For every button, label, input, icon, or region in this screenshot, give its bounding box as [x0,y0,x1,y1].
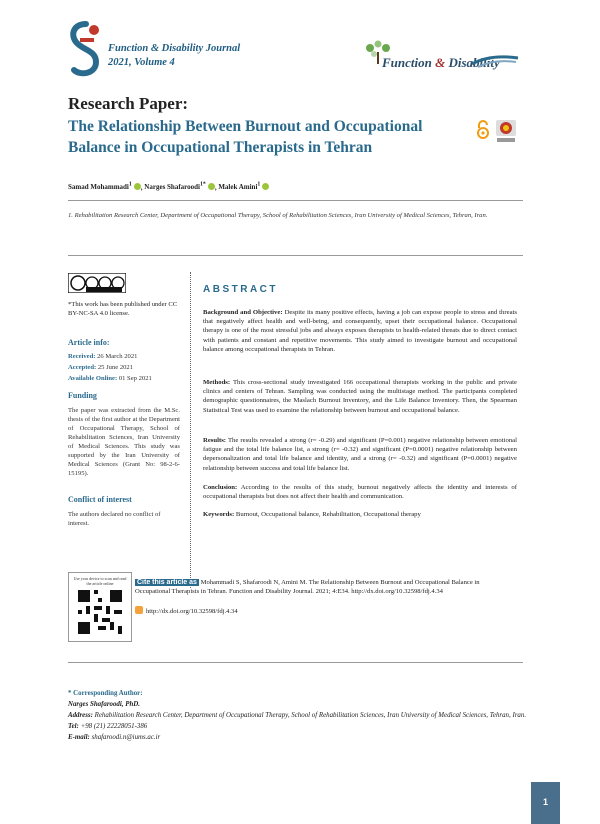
divider [68,255,523,256]
conflict-text: The authors declared no conflict of interest. [68,511,161,527]
abstract-results: Results: The results revealed a strong (r= -0.29) and significant (P=0.001) negative relationship between emotional fatigue and the total life balance list, a strong (r= -0.32) and significant (P=0.0001) negative relationship between depersonalization and total life balance and identity, and a strong (r= -0.32) and significant (P=0.0001) negative relationship between success and total life balance list. [203,437,517,472]
author-name[interactable]: Malek Amini$^1$ [218,182,261,192]
license-text: *This work has been published under CC BY-NC-SA 4.0 license. [68,301,178,317]
conflict-heading: Conflict of interest [68,495,132,504]
funding-heading: Funding [68,391,97,400]
author-list: Samad Mohammadi$^1$ , Narges Shafaroodi$^{1*}$ , Malek Amini$^1$ [68,182,269,191]
affiliation: 1. Rehabilitation Research Center, Department of Occupational Therapy, School of Rehabilitation Sciences, Iran University of Medical Sciences, Tehran, Iran. [68,212,488,219]
citation-label: Cite this article as [137,579,197,586]
open-access-icon [476,120,490,140]
abstract-methods: Methods: This cross-sectional study investigated 166 occupational therapists working in the public and private clinics and centers of Tehran. Sampling was conducted using the multistage method. The participants completed demographic questionnaires, the Maslach Burnout Inventory, and the Life Balance Inventory. Then, the Spearman Statistical Test was used to examine the relationship between burnout and occupational balance. [203,379,517,414]
journal-name: Function & Disability Journal 2021, Volume 4 [108,43,241,68]
corresponding-author: * Corresponding Author: Narges Shafaroodi, PhD. Address: Rehabilitation Research Center, Department of Occupational Therapy, School of Rehabilitation Sciences, Iran University of Medical Sciences, Tehran, Iran. Tel: +98 (21) 22228051-386 E-mail: shafaroodi.n@iums.ac.ir [68,690,527,741]
orcid-icon[interactable] [134,183,141,190]
column-divider [190,272,191,588]
doi-link[interactable]: http://dx.doi.org/10.32598/fdj.4.34 [135,606,238,615]
funding-text: The paper was extracted from the M.Sc. thesis of the first author at the Department of Occupational Therapy, School of Rehabilitation Sciences, Iran University of Medical Sciences. This study was supported by the Iran University of Medical Sciences (Grant No: 98-2-6-15195). [68,407,180,477]
article-info-heading: Article info: [68,338,110,347]
divider [68,200,523,201]
orcid-icon[interactable] [262,183,269,190]
divider [68,662,523,663]
email-link[interactable]: shafaroodi.n@iums.ac.ir [91,734,161,741]
qr-code-icon[interactable] [78,590,122,634]
cc-license-badge[interactable] [68,273,126,293]
author-name[interactable]: Narges Shafaroodi$^{1*}$ [144,182,206,192]
crossmark-icon[interactable] [494,118,518,144]
abstract-keywords: Keywords: Burnout, Occupational balance, Rehabilitation, Occupational therapy [203,511,421,518]
abstract-conclusion: Conclusion: According to the results of this study, burnout negatively affects the identity and interests of occupational therapists but does not affect their health and communication. [203,484,517,501]
journal-logo [66,20,106,80]
brand-swoosh-icon [470,50,520,70]
orcid-icon[interactable] [208,183,215,190]
doi-icon [135,606,143,614]
paper-type: Research Paper: [68,94,189,113]
brand-logo-text: Function & Disability [382,55,500,70]
qr-caption: Use your device to scan and read the article online [73,576,127,586]
citation: Cite this article as Mohammadi S, Shafaroodi N, Amini M. The Relationship Between Burnout and Occupational Balance in Occupational Therapists in Tehran. Function and Disability Journal. 2021; 4:E34. http://dx.doi.org/10.32598/fdj.4.34 [135,579,480,595]
abstract-background: Background and Objective: Despite its many positive effects, having a job can expose people to stress and threats that negatively affect health and well-being, and consequently, upset their occupational balance. Occupational therapy is one of the most stressful jobs and always exposes therapists to health-related threats due to direct contact with patients and constant and repetitive movements. This study aimed to investigate burnout and occupational balance among occupational therapists in Tehran. [203,309,518,353]
abstract-heading: ABSTRACT [203,284,278,295]
page-number: 1 [542,797,548,807]
paper-title: The Relationship Between Burnout and Occupational Balance in Occupational Therapists in Tehran [68,118,423,156]
article-dates: Received: 26 March 2021 Accepted: 25 June 2021 Available Online: 01 Sep 2021 [68,353,152,382]
author-name[interactable]: Samad Mohammadi$^1$ [68,182,132,192]
